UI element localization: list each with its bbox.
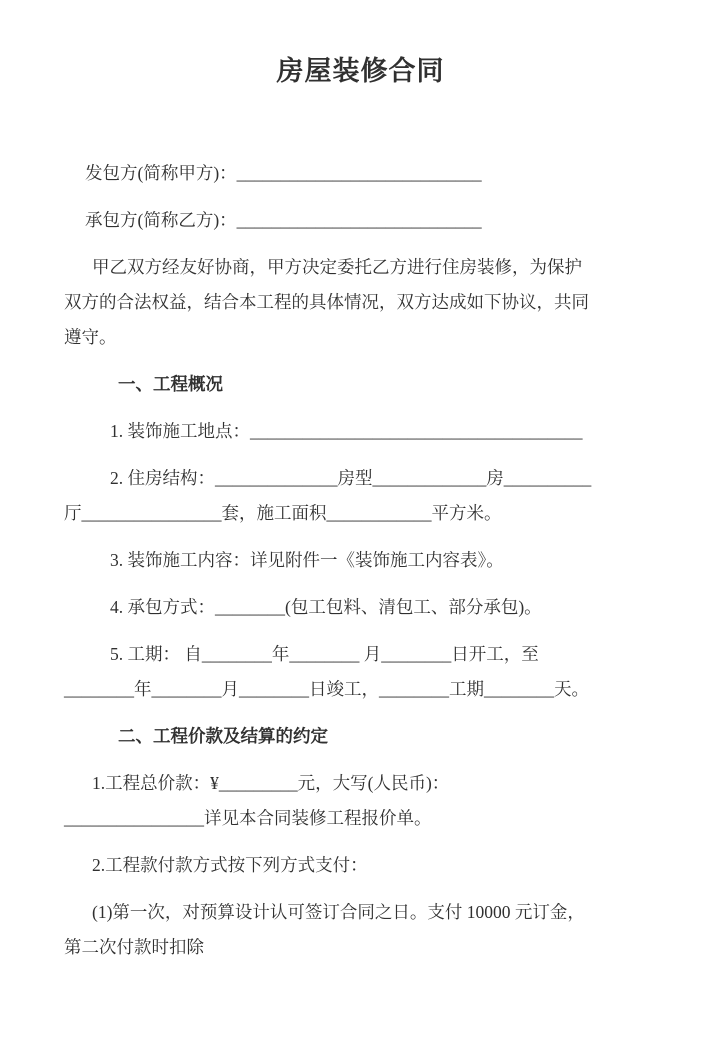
section-1-item-2-house-structure-line-2: 厅________________套，施工面积____________平方米。: [64, 503, 502, 523]
section-2-item-1-total-price-line-2: ________________详见本合同装修工程报价单。: [64, 808, 432, 828]
section-2-payment-first-installment-line-1: (1)第一次，对预算设计认可签订合同之日。支付 10000 元订金，: [92, 902, 585, 922]
document-title: 房屋装修合同: [276, 56, 445, 86]
section-1-item-5-construction-period-line-1: 5. 工期： 自________年________ 月________日开工，至: [110, 644, 539, 664]
section-1-item-5-construction-period-line-2: ________年________月________日竣工，________工期________天。: [64, 679, 589, 699]
section-2-item-1-total-price-line-1: 1.工程总价款：¥_________元，大写(人民币)：: [92, 773, 450, 793]
preamble-line-2: 双方的合法权益，结合本工程的具体情况，双方达成如下协议，共同: [64, 292, 589, 312]
preamble-line-1: 甲乙双方经友好协商，甲方决定委托乙方进行住房装修，为保护: [92, 257, 582, 277]
section-2-item-2-payment-method: 2.工程款付款方式按下列方式支付：: [92, 855, 368, 875]
section-2-payment-first-installment-line-2: 第二次付款时扣除: [64, 937, 204, 957]
section-1-heading: 一、工程概况: [118, 374, 223, 394]
section-2-heading: 二、工程价款及结算的约定: [118, 726, 328, 746]
party-b-line: 承包方(简称乙方)：____________________________: [85, 210, 482, 230]
section-1-item-2-house-structure-line-1: 2. 住房结构：______________房型_____________房__________: [110, 468, 592, 488]
preamble-line-3: 遵守。: [64, 327, 117, 347]
section-1-item-1-construction-site: 1. 装饰施工地点：______________________________________: [110, 421, 583, 441]
section-1-item-3-construction-content: 3. 装饰施工内容：详见附件一《装饰施工内容表》。: [110, 550, 504, 570]
party-a-line: 发包方(简称甲方)：____________________________: [85, 163, 482, 183]
section-1-item-4-contracting-method: 4. 承包方式：________(包工包料、清包工、部分承包)。: [110, 597, 542, 617]
